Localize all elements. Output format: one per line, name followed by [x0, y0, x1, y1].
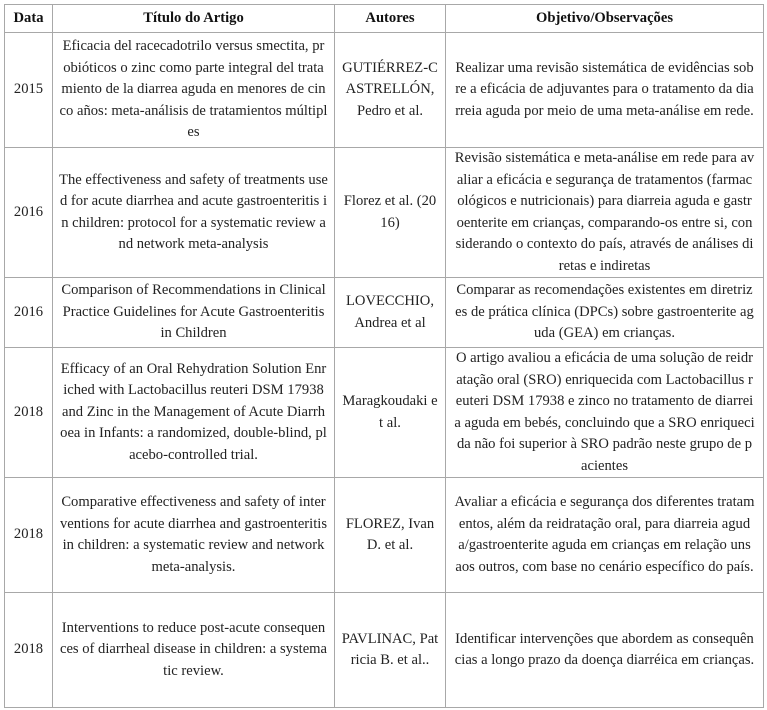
cell-objective: Avaliar a eficácia e segurança dos diferentes tratamentos, além da reidratação oral, para diarreia aguda/gastroenterite aguda em crianças em relação uns aos outros, com base no cenário específico do país. [446, 478, 764, 593]
header-year: Data [5, 5, 53, 33]
cell-authors: FLOREZ, Ivan D. et al. [335, 478, 446, 593]
header-authors: Autores [335, 5, 446, 33]
table-row [5, 33, 764, 148]
cell-objective: Realizar uma revisão sistemática de evidências sobre a eficácia de adjuvantes para o tratamento da diarreia aguda por meio de uma meta-análise em rede. [446, 33, 764, 148]
cell-authors: Florez et al. (2016) [335, 148, 446, 278]
cell-authors: PAVLINAC, Patricia B. et al.. [335, 593, 446, 708]
articles-table [4, 4, 764, 708]
cell-year: 2018 [5, 348, 53, 478]
cell-authors: Maragkoudaki et al. [335, 348, 446, 478]
header-objective: Objetivo/Observações [446, 5, 764, 33]
cell-title: Efficacy of an Oral Rehydration Solution Enriched with Lactobacillus reuteri DSM 17938 and Zinc in the Management of Acute Diarrhoea in Infants: a randomized, double-blind, placebo-controlled trial. [53, 348, 335, 478]
cell-year: 2016 [5, 278, 53, 348]
table-header [5, 5, 764, 33]
cell-objective: Comparar as recomendações existentes em diretrizes de prática clínica (DPCs) sobre gastroenterite aguda (GEA) em crianças. [446, 278, 764, 348]
cell-year: 2016 [5, 148, 53, 278]
table-body [5, 33, 764, 708]
cell-objective: Identificar intervenções que abordem as consequências a longo prazo da doença diarréica em crianças. [446, 593, 764, 708]
cell-year: 2018 [5, 478, 53, 593]
cell-title: Comparative effectiveness and safety of interventions for acute diarrhea and gastroenteritis in children: a systematic review and network meta-analysis. [53, 478, 335, 593]
header-row [5, 5, 764, 33]
cell-title: The effectiveness and safety of treatments used for acute diarrhea and acute gastroenteritis in children: protocol for a systematic review and network meta-analysis [53, 148, 335, 278]
cell-year: 2018 [5, 593, 53, 708]
cell-objective: Revisão sistemática e meta-análise em rede para avaliar a eficácia e segurança de tratamentos (farmacológicos e nutricionais) para diarreia aguda e gastroenterite em crianças, comparando-os entre si, considerando o contexto do país, através de análises diretas e indiretas [446, 148, 764, 278]
table-row [5, 478, 764, 593]
cell-authors: GUTIÉRREZ-CASTRELLÓN, Pedro et al. [335, 33, 446, 148]
table-row [5, 278, 764, 348]
cell-year: 2015 [5, 33, 53, 148]
cell-title: Eficacia del racecadotrilo versus smectita, probióticos o zinc como parte integral del tratamiento de la diarrea aguda en menores de cinco años: meta-análisis de tratamientos múltiples [53, 33, 335, 148]
header-title: Título do Artigo [53, 5, 335, 33]
cell-title: Comparison of Recommendations in Clinical Practice Guidelines for Acute Gastroenteritis in Children [53, 278, 335, 348]
cell-objective: O artigo avaliou a eficácia de uma solução de reidratação oral (SRO) enriquecida com Lactobacillus reuteri DSM 17938 e zinco no tratamento de diarreia aguda em bebés, concluindo que a SRO enriquecida não foi superior à SRO padrão neste grupo de pacientes [446, 348, 764, 478]
cell-title: Interventions to reduce post-acute consequences of diarrheal disease in children: a systematic review. [53, 593, 335, 708]
table-row [5, 593, 764, 708]
table-row [5, 348, 764, 478]
table-row [5, 148, 764, 278]
cell-authors: LOVECCHIO, Andrea et al [335, 278, 446, 348]
